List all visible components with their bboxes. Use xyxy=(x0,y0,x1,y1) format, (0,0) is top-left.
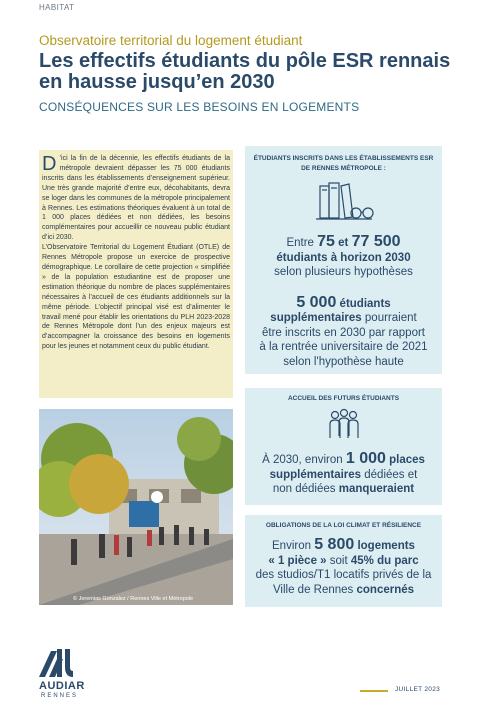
reception-prefix: À 2030, environ xyxy=(262,454,346,466)
students-card-title-2: DE RENNES MÉTROPOLE : xyxy=(301,165,386,172)
stat2-value: 5 000 xyxy=(296,293,337,311)
dropcap: D xyxy=(42,153,57,175)
stat1-line2: étudiants à horizon 2030 xyxy=(276,251,411,264)
stat2-line1 xyxy=(245,293,442,312)
reception-line3-b: manqueraient xyxy=(338,483,415,495)
climate-value: 5 800 xyxy=(314,536,355,553)
kicker: Observatoire territorial du logement étudiant xyxy=(39,33,303,48)
reception-bold: supplémentaires xyxy=(269,468,362,481)
reception-line1 xyxy=(245,452,442,468)
intro-paragraph-1 xyxy=(42,154,230,243)
stat2-line4: à la rentrée universitaire de 2021 xyxy=(259,341,428,353)
climate-law-card xyxy=(245,515,442,607)
climate-line4 xyxy=(245,583,442,598)
climate-line2-bold2: 45% du parc xyxy=(350,554,419,567)
climate-prefix: Environ xyxy=(272,540,315,552)
stat2-line2 xyxy=(245,311,442,326)
climate-line4-a: Ville de Rennes xyxy=(272,583,357,596)
climate-line2-mid: soit xyxy=(326,554,351,567)
stat2-rest: pourraient xyxy=(361,312,417,324)
climate-line3: des studios/T1 locatifs privés de la xyxy=(255,569,432,581)
stat1-value-high: 77 500 xyxy=(351,233,401,250)
books-glasses-icon xyxy=(245,180,442,229)
subhead: CONSÉQUENCES SUR LES BESOINS EN LOGEMENTS xyxy=(39,100,360,114)
students-card xyxy=(245,146,442,374)
climate-line2 xyxy=(245,554,442,569)
reception-line2 xyxy=(245,468,442,483)
climate-law-card-title: OBLIGATIONS DE LA LOI CLIMAT ET RÉSILIENCE xyxy=(265,522,422,529)
stat2-bold: supplémentaires xyxy=(270,312,362,324)
stat1-value-low: 75 xyxy=(317,233,335,250)
climate-line4-b: concernés xyxy=(356,583,415,596)
stat1-prefix: Entre xyxy=(286,237,318,249)
reception-value: 1 000 xyxy=(345,450,386,467)
intro-box xyxy=(39,150,233,398)
logo-name: AUDIAR xyxy=(39,680,85,692)
footer-date: JUILLET 2023 xyxy=(395,686,441,693)
climate-line2-bold: « 1 pièce » xyxy=(268,554,327,567)
section-label: HABITAT xyxy=(39,3,75,12)
stat2-line3: être inscrits en 2030 par rapport xyxy=(261,326,425,339)
reception-card-title: ACCUEIL DES FUTURS ÉTUDIANTS xyxy=(287,395,400,402)
stat1-and: et xyxy=(334,237,352,249)
reception-line3-a: non dédiées xyxy=(272,483,339,495)
logo-city: RENNES xyxy=(41,693,79,699)
intro-paragraph-2: L’Observatoire Territorial du Logement Étudiant (OTLE) de Rennes Métropole propose un exercice de prospective démographique. Le corollaire de cette projection « simplifiée » de la population estudiantine est de proposer une estimation théorique du nombre de places supplémentaires nécessaires à l’accueil de ces étudiants additionnels sur la même période. L’objectif principal visé est d’alimenter le travail mené pour établir les orientations du PLH 2023-2028 de Rennes Métropole dont l’un des enjeux majeurs est d’accompagner la croissance des besoins en logements pour les jeunes et notamment ceux du public étudiant. xyxy=(42,244,230,351)
campus-photo xyxy=(39,409,233,605)
stat2-value-suffix: étudiants xyxy=(336,297,391,310)
reception-line3 xyxy=(245,482,442,497)
people-icon xyxy=(245,408,442,447)
climate-line1 xyxy=(245,538,442,554)
climate-value-suffix: logements xyxy=(354,540,415,552)
reception-value-suffix: places xyxy=(385,454,425,466)
intro-text-1: ’ici la fin de la décennie, les effectifs étudiants de la métropole devraient dépasser les 75 000 étudiants inscrits dans les établissements d’enseignement supérieur. Une très grande majorité d’entre eux, décohabitants, devra se loger dans les communes de la métropole principalement à Rennes. Les estimations théoriques évaluent à un total de 1 000 places dédiées et non dédiées, les besoins complémentaires pour accueillir ce nouveau public étudiant d’ici 2030. xyxy=(42,155,230,242)
photo-illustration xyxy=(39,409,233,605)
footer-rule xyxy=(360,690,388,692)
stat1-line1 xyxy=(245,235,442,251)
stat2-line5: selon l'hypothèse haute xyxy=(283,355,404,368)
students-card-title-1: ÉTUDIANTS INSCRITS DANS LES ÉTABLISSEMENTS ESR xyxy=(253,155,434,162)
photo-credit: © Jeremias Gonzalez / Rennes Ville et Métropole xyxy=(73,596,194,602)
page-title: Les effectifs étudiants du pôle ESR rennais en hausse jusqu’en 2030 xyxy=(39,50,451,93)
stat1-line3: selon plusieurs hypothèses xyxy=(274,266,413,278)
reception-card xyxy=(245,388,442,505)
reception-rest: dédiées et xyxy=(361,468,418,481)
